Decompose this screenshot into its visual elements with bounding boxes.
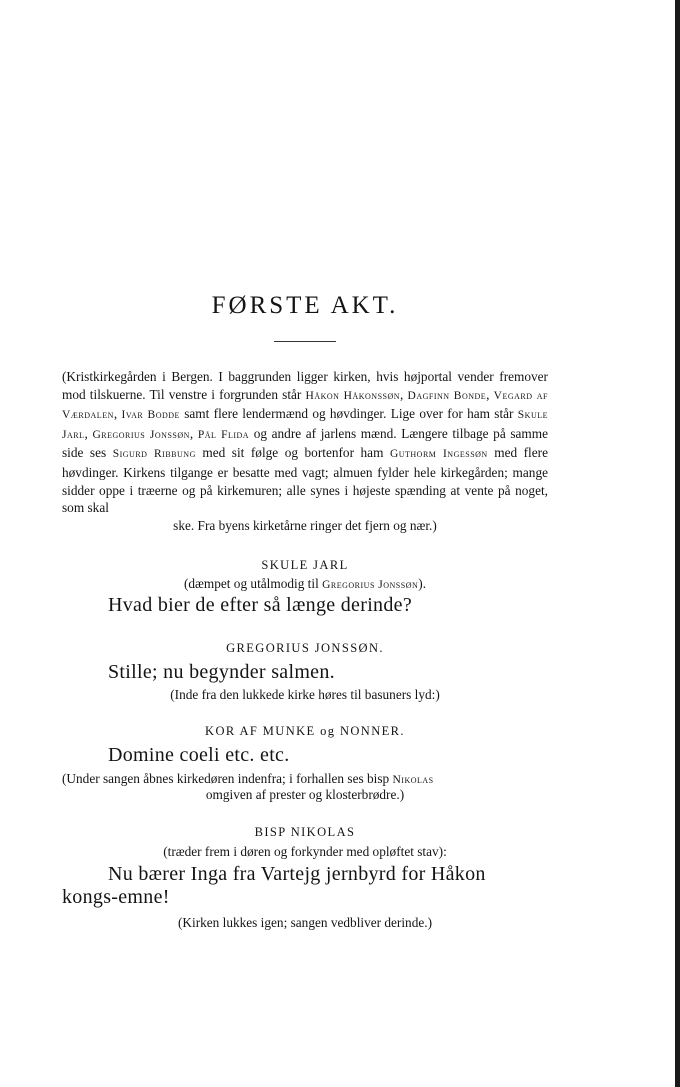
closing-stage-direction: (Kirken lukkes igen; sangen vedbliver derinde.) (177, 915, 433, 930)
stage-direction: (Inde fra den lukkede kirke høres til basuners lyd:) (170, 687, 440, 702)
title-rule (274, 341, 336, 342)
character-name: Nikolas (392, 774, 434, 786)
stage-direction-line-1 (62, 771, 548, 787)
direction-text: (dæmpet og utålmodig til (183, 576, 323, 591)
stage-text: , (189, 425, 198, 441)
dialogue-line: Domine coeli etc. etc. (108, 744, 290, 766)
page-edge (675, 0, 680, 1087)
stage-text: , (400, 386, 408, 402)
speaker-name: KOR AF MUNKE og NONNER. (205, 724, 405, 738)
stage-text: og andre af jarlens mænd. Længere tilbage på samme side ses (62, 425, 548, 461)
dialogue-line-2: kongs-emne! (62, 886, 170, 908)
stage-direction (62, 576, 548, 592)
speech-bisp-nikolas (62, 825, 548, 931)
stage-text: samt flere lendermænd og høvdinger. Lige over for ham står (179, 406, 518, 422)
dialogue-line: Hvad bier de efter så længe derinde? (108, 594, 413, 616)
character-name: Håkon Håkonssøn (305, 389, 401, 402)
stage-text: med sit følge og bortenfor ham (195, 445, 390, 461)
character-name: Dagfinn Bonde (407, 389, 487, 402)
speaker-name: SKULE JARL (261, 558, 349, 572)
stage-text: med flere høvdinger. Kirkens tilgange er besatte med vagt; almuen fylder hele kirkegården; mange sidder oppe i træerne og på kirkemuren; alle synes i højeste spænding at vente på noget, som skal (62, 445, 548, 516)
opening-stage-direction (62, 368, 548, 534)
speech-skule-jarl (62, 558, 548, 617)
speech-chorus (62, 724, 548, 803)
stage-text: , (486, 386, 494, 402)
speaker-name: GREGORIUS JONSSØN. (226, 641, 384, 655)
character-name: Gregorius Jonssøn (92, 428, 190, 441)
direction-text: ). (418, 576, 427, 591)
character-name: Ivar Bodde (121, 409, 180, 422)
stage-direction: (træder frem i døren og forkynder med opløftet stav): (163, 844, 447, 859)
stage-text-last-line: ske. Fra byens kirketårne ringer det fjern og nær.) (173, 517, 437, 533)
dialogue-line-1: Nu bærer Inga fra Vartejg jernbyrd for Håkon (108, 863, 486, 885)
stage-direction-line-2: omgiven af prester og klosterbrødre.) (205, 787, 405, 802)
character-name: Pål Flida (197, 428, 250, 441)
act-title: FØRSTE AKT. (211, 292, 399, 319)
stage-text: , (84, 425, 93, 441)
speech-gregorius (62, 641, 548, 703)
dialogue-line: Stille; nu begynder salmen. (108, 661, 335, 683)
character-name: Vegard af Værdalen (62, 389, 548, 422)
character-name: Guthorm Ingessøn (389, 448, 488, 461)
stage-text: , (113, 406, 122, 422)
speaker-name: BISP NIKOLAS (254, 825, 356, 839)
direction-text: (Under sangen åbnes kirkedøren indenfra; i forhallen ses bisp (62, 771, 393, 786)
character-name: Sigurd Ribbung (112, 448, 196, 461)
character-name: Gregorius Jonssøn (322, 579, 419, 591)
stage-text: (Kristkirkegården i Bergen. I baggrunden ligger kirken, hvis højportal vender fremover mod tilskuerne. Til venstre i forgrunden står (62, 369, 548, 402)
character-name: Skule Jarl (62, 409, 548, 441)
